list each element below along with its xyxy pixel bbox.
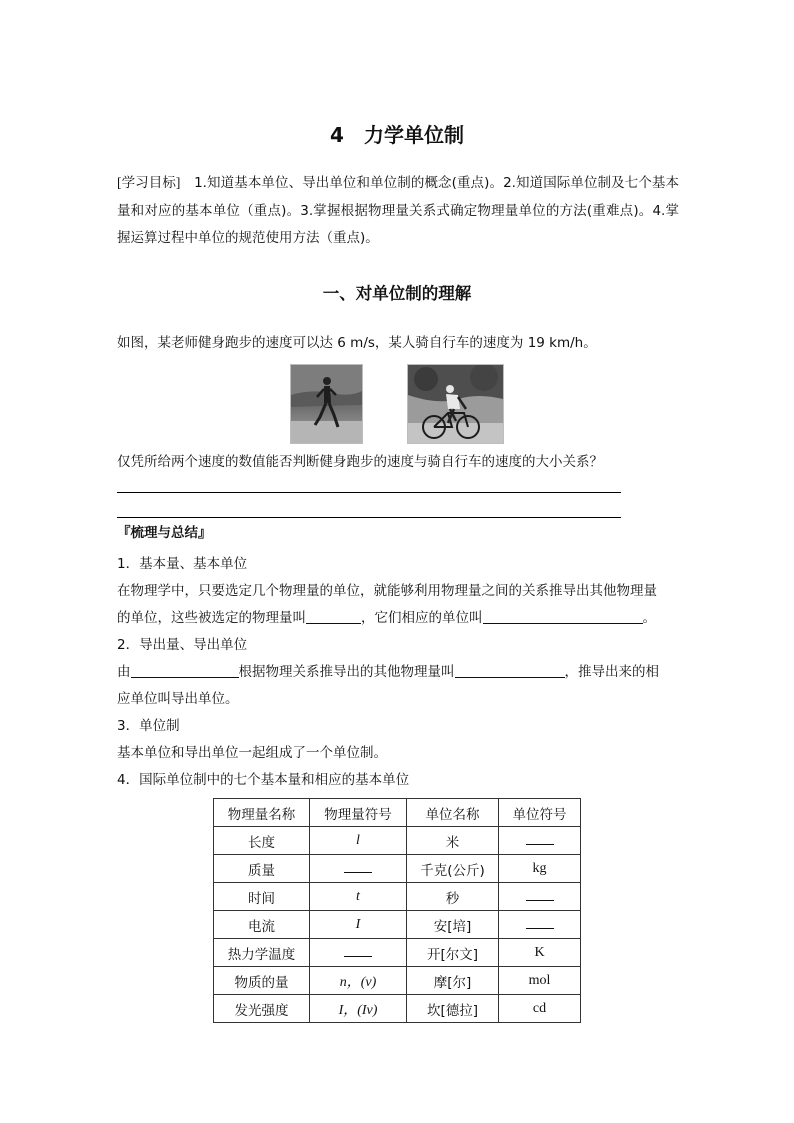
blank-symbol: [344, 860, 372, 873]
cell-unit: 摩[尔]: [407, 967, 499, 995]
goals-tag: [学习目标]: [117, 175, 181, 190]
blank-basic-unit: [483, 609, 643, 624]
cell-unit-symbol: [499, 827, 581, 855]
cell-unit-symbol: [499, 883, 581, 911]
cell-name: 电流: [214, 911, 310, 939]
cell-symbol: l: [310, 827, 407, 855]
table-row: [214, 967, 581, 995]
question-text: 仅凭所给两个速度的数值能否判断健身跑步的速度与骑自行车的速度的大小关系？: [117, 454, 603, 470]
table-row: [214, 883, 581, 911]
item3-title: 3．单位制: [117, 718, 180, 734]
answer-line-2: [117, 517, 621, 518]
section-title: 一、对单位制的理解: [322, 284, 472, 303]
answer-line-1: [117, 492, 621, 493]
item2-text-a: 由: [117, 664, 131, 680]
item4-title: 4．国际单位制中的七个基本量和相应的基本单位: [117, 772, 410, 788]
page-title: 4 力学单位制: [330, 123, 464, 147]
blank-unit-symbol: [526, 916, 554, 929]
cyclist-photo: [407, 364, 504, 444]
cell-name: 热力学温度: [214, 939, 310, 967]
cell-unit: 秒: [407, 883, 499, 911]
intro-text: 如图，某老师健身跑步的速度可以达 6 m/s，某人骑自行车的速度为 19 km/h。: [117, 335, 597, 351]
goals-text: 1.知道基本单位、导出单位和单位制的概念(重点)。2.知道国际单位制及七个基本量和对应的基本单位（重点)。3.掌握根据物理量关系式确定物理量单位的方法(重难点)。4.掌握运算过程中单位的规范使用方法（重点)。: [117, 175, 679, 246]
cell-unit: 开[尔文]: [407, 939, 499, 967]
table-row: [214, 827, 581, 855]
item2-title: 2．导出量、导出单位: [117, 637, 248, 653]
item1-line1: 在物理学中，只要选定几个物理量的单位，就能够利用物理量之间的关系推导出其他物理量: [117, 583, 657, 599]
cell-name: 质量: [214, 855, 310, 883]
header-unit-name: 单位名称: [407, 799, 499, 827]
table-row: [214, 855, 581, 883]
cell-name: 物质的量: [214, 967, 310, 995]
cell-name: 长度: [214, 827, 310, 855]
cell-symbol: t: [310, 883, 407, 911]
item1-text-c: 。: [642, 610, 656, 626]
item2-line2: 应单位叫导出单位。: [117, 691, 239, 707]
cell-symbol: I: [310, 911, 407, 939]
item2-text-b: 根据物理关系推导出的其他物理量叫: [238, 664, 455, 680]
cell-name: 发光强度: [214, 995, 310, 1023]
item1-title: 1．基本量、基本单位: [117, 556, 248, 572]
table-row: [214, 995, 581, 1023]
cell-unit-symbol: kg: [499, 855, 581, 883]
cell-unit-symbol: cd: [499, 995, 581, 1023]
table-row: [214, 911, 581, 939]
cell-unit-symbol: [499, 911, 581, 939]
table-header-row: [214, 799, 581, 827]
item2-text-c: ，推导出来的相: [564, 664, 659, 680]
cell-symbol: [310, 939, 407, 967]
blank-unit-symbol: [526, 888, 554, 901]
item1-text-b: ，它们相应的单位叫: [361, 610, 483, 626]
item1-text-a: 的单位，这些被选定的物理量叫: [117, 610, 306, 626]
cell-unit-symbol: mol: [499, 967, 581, 995]
cell-unit: 安[培]: [407, 911, 499, 939]
cell-unit: 千克(公斤): [407, 855, 499, 883]
blank-derived-quantity: [455, 663, 565, 678]
summary-heading: 『梳理与总结』: [117, 525, 212, 541]
blank-from: [131, 663, 239, 678]
runner-photo: [290, 364, 363, 444]
cell-unit-symbol: K: [499, 939, 581, 967]
cell-unit: 米: [407, 827, 499, 855]
cell-symbol: n，(ν): [310, 967, 407, 995]
cell-symbol: [310, 855, 407, 883]
cell-name: 时间: [214, 883, 310, 911]
blank-basic-quantity: [306, 609, 361, 624]
si-base-units-table: [213, 798, 581, 1023]
blank-symbol: [344, 944, 372, 957]
learning-goals: [117, 169, 679, 253]
header-quantity-symbol: 物理量符号: [310, 799, 407, 827]
cell-symbol: I，(Iv): [310, 995, 407, 1023]
item2-line1: [117, 662, 687, 682]
header-quantity-name: 物理量名称: [214, 799, 310, 827]
table-row: [214, 939, 581, 967]
item1-line2: [117, 608, 687, 628]
item3-line: 基本单位和导出单位一起组成了一个单位制。: [117, 745, 387, 761]
header-unit-symbol: 单位符号: [499, 799, 581, 827]
blank-unit-symbol: [526, 832, 554, 845]
cell-unit: 坎[德拉]: [407, 995, 499, 1023]
